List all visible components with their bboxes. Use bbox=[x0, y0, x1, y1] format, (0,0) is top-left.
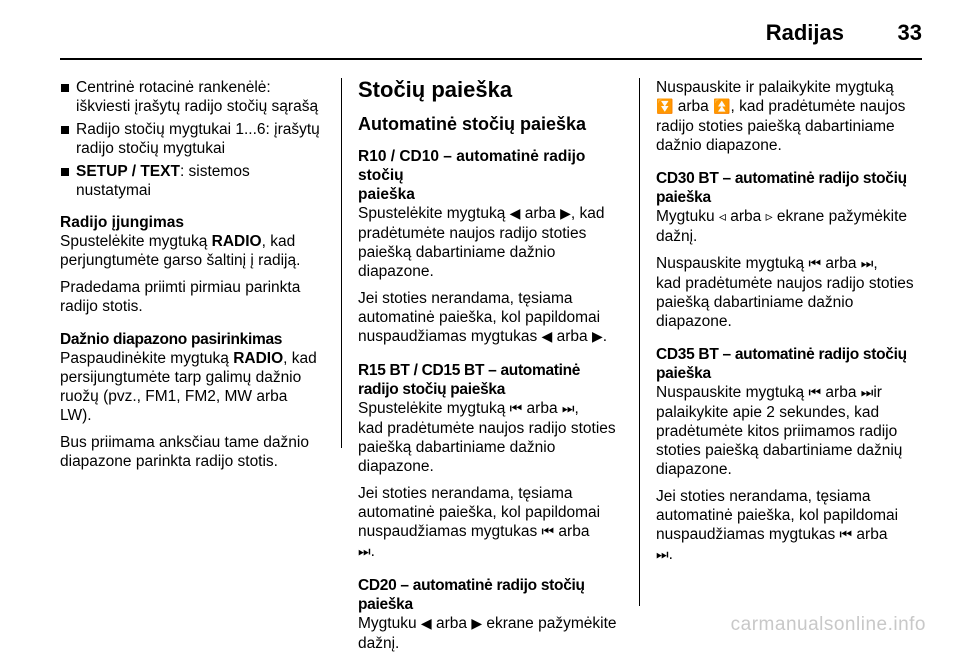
list-item: Centrinė rotacinė rankenėlė: iškviesti įrašytų radijo stočių sąrašą bbox=[60, 78, 326, 116]
radio-button-label: RADIO bbox=[233, 350, 284, 367]
paragraph: Jei stoties nerandama, tęsiama automatinė paieška, kol papildomai nuspaudžiamas mygtukas ⏮ arba ⏭. bbox=[358, 485, 601, 560]
section-heading: CD30 BT – automatinė radijo stočių paieška bbox=[656, 170, 907, 206]
watermark: carmanualsonline.info bbox=[730, 614, 926, 635]
list-item: SETUP / TEXT: sistemos nustatymai bbox=[60, 162, 326, 200]
small-right-triangle-icon: ▹ bbox=[765, 209, 773, 225]
next-track-icon: ⏭ bbox=[860, 385, 874, 401]
seek-up-icon: ⏫ bbox=[713, 99, 731, 115]
list-item: Radijo stočių mygtukai 1...6: įrašytų radijo stočių mygtukai bbox=[60, 120, 326, 158]
page-number: 33 bbox=[897, 20, 922, 45]
page-header bbox=[0, 0, 960, 60]
paragraph: Mygtuku ◃ arba ▹ ekrane pažymėkite dažnį. bbox=[656, 208, 907, 245]
next-track-icon: ⏭ bbox=[860, 256, 874, 272]
section-heading: Dažnio diapazono pasirinkimas bbox=[60, 331, 283, 348]
paragraph: Spustelėkite mygtuką RADIO, kad perjungtumėte garso šaltinį į radiją. bbox=[60, 233, 301, 269]
paragraph: Jei stoties nerandama, tęsiama automatinė paieška, kol papildomai nuspaudžiamas mygtukas ⏮ arba ⏭. bbox=[656, 488, 899, 563]
left-triangle-icon: ◀ bbox=[541, 329, 553, 345]
bullet-square-icon bbox=[61, 126, 69, 134]
right-triangle-icon: ▶ bbox=[471, 616, 483, 632]
paragraph: Spustelėkite mygtuką ⏮ arba ⏭, kad pradėtumėte naujos radijo stoties paiešką dabartiniame dažnio diapazone. bbox=[358, 400, 616, 475]
column-right bbox=[656, 78, 926, 573]
previous-track-icon: ⏮ bbox=[808, 256, 822, 272]
section-heading: R10 / CD10 – automatinė radijo stočių paieška bbox=[358, 148, 586, 203]
column-divider bbox=[639, 78, 640, 606]
column-middle bbox=[358, 78, 624, 661]
controls-list bbox=[60, 78, 326, 200]
next-track-icon: ⏭ bbox=[561, 401, 575, 417]
left-triangle-icon: ◀ bbox=[509, 206, 521, 222]
small-left-triangle-icon: ◃ bbox=[718, 209, 726, 225]
paragraph: Bus priimama anksčiau tame dažnio diapazone parinkta radijo stotis. bbox=[60, 434, 309, 470]
right-triangle-icon: ▶ bbox=[591, 329, 603, 345]
paragraph: Spustelėkite mygtuką ◀ arba ▶, kad pradėtumėte naujos radijo stoties paiešką dabartiniame dažnio diapazone. bbox=[358, 205, 605, 280]
paragraph: Nuspauskite mygtuką ⏮ arba ⏭ir palaikykite apie 2 sekundes, kad pradėtumėte kitos priimamos radijo stoties paiešką dabartiniame dažnių diapazone. bbox=[656, 384, 903, 478]
section-heading: CD20 – automatinė radijo stočių paieška bbox=[358, 577, 585, 613]
left-triangle-icon: ◀ bbox=[420, 616, 432, 632]
paragraph: Paspaudinėkite mygtuką RADIO, kad persijungtumėte tarp galimų dažnio ruožų (pvz., FM1, FM2, MW arba LW). bbox=[60, 350, 317, 424]
paragraph: Jei stoties nerandama, tęsiama automatinė paieška, kol papildomai nuspaudžiamas mygtukas ◀ arba ▶. bbox=[358, 290, 608, 345]
paragraph: Nuspauskite mygtuką ⏮ arba ⏭, kad pradėtumėte naujos radijo stoties paiešką dabartiniame dažnio diapazone. bbox=[656, 255, 914, 330]
previous-track-icon: ⏮ bbox=[839, 527, 853, 543]
radio-button-label: RADIO bbox=[211, 233, 262, 250]
setup-text-label: SETUP / TEXT bbox=[76, 163, 180, 180]
section-heading: R15 BT / CD15 BT – automatinė radijo stočių paieška bbox=[358, 362, 581, 398]
bullet-square-icon bbox=[61, 168, 69, 176]
section-title: Stočių paieška bbox=[358, 77, 513, 102]
previous-track-icon: ⏮ bbox=[541, 524, 555, 540]
header-rule bbox=[60, 58, 922, 60]
previous-track-icon: ⏮ bbox=[808, 385, 822, 401]
column-divider bbox=[341, 78, 342, 448]
section-heading: CD35 BT – automatinė radijo stočių paieška bbox=[656, 346, 907, 382]
paragraph: Mygtuku ◀ arba ▶ ekrane pažymėkite dažnį. bbox=[358, 615, 617, 652]
column-left bbox=[60, 78, 326, 479]
seek-down-icon: ⏬ bbox=[656, 99, 674, 115]
subsection-title: Automatinė stočių paieška bbox=[358, 114, 587, 134]
page-title: Radijas bbox=[765, 20, 844, 45]
next-track-icon: ⏭ bbox=[358, 544, 371, 560]
previous-track-icon: ⏮ bbox=[509, 401, 523, 417]
next-track-icon: ⏭ bbox=[656, 547, 669, 563]
bullet-square-icon bbox=[61, 84, 69, 92]
section-heading: Radijo įjungimas bbox=[60, 214, 185, 231]
paragraph: Pradedama priimti pirmiau parinkta radijo stotis. bbox=[60, 279, 301, 315]
paragraph: Nuspauskite ir palaikykite mygtuką ⏬ arba ⏫, kad pradėtumėte naujos radijo stoties paiešką dabartiniame dažnio diapazone. bbox=[656, 79, 906, 154]
right-triangle-icon: ▶ bbox=[560, 206, 571, 222]
